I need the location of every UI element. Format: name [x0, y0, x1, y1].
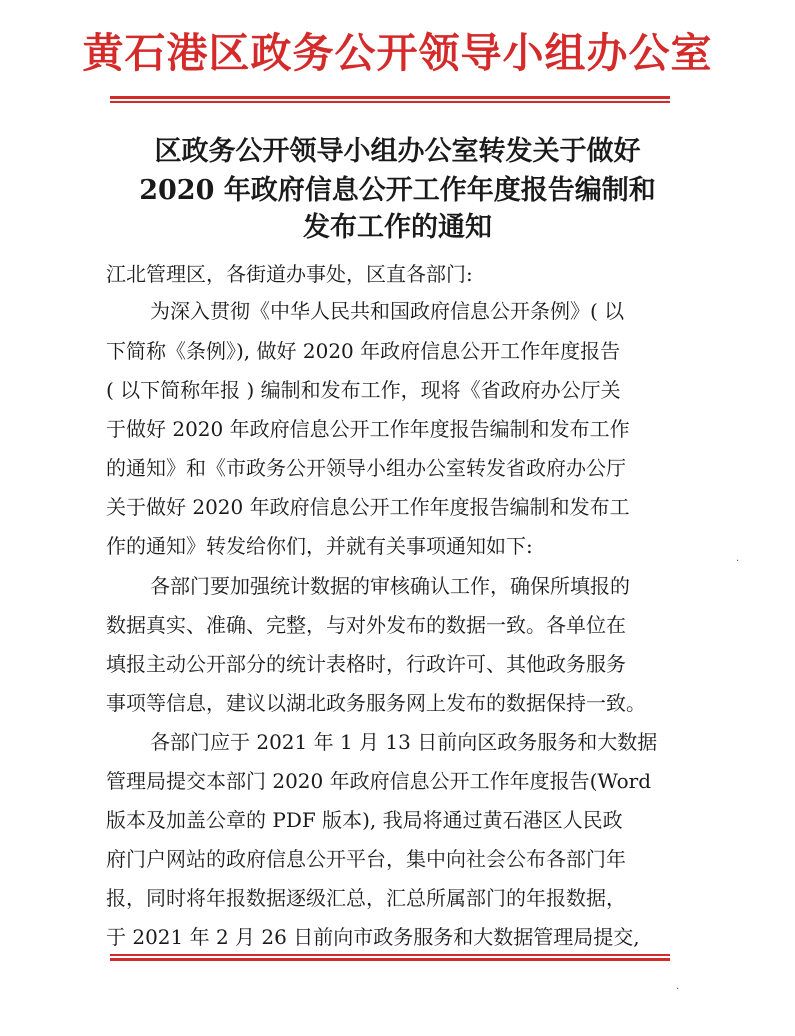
paragraph-3-line: 各部门应于 2021 年 1 月 13 日前向区政务服务和大数据 — [150, 730, 658, 754]
paragraph-1-line: 关于做好 2020 年政府信息公开工作年度报告编制和发布工 — [106, 495, 630, 519]
footer-red-rule-thin — [110, 954, 670, 956]
paragraph-1-line: 为深入贯彻《中华人民共和国政府信息公开条例》( 以 — [150, 299, 625, 323]
issuing-office-header: 黄石港区政务公开领导小组办公室 — [82, 29, 713, 77]
paragraph-3-line: 府门户网站的政府信息公开平台，集中向社会公布各部门年 — [106, 847, 626, 871]
paragraph-2-line: 各部门要加强统计数据的审核确认工作，确保所填报的 — [150, 574, 630, 598]
paragraph-1-line: 于做好 2020 年政府信息公开工作年度报告编制和发布工作 — [106, 417, 630, 441]
paragraph-1-line: 的通知》和《市政务公开领导小组办公室转发省政府办公厅 — [106, 456, 626, 480]
paragraph-2-line: 事项等信息，建议以湖北政务服务网上发布的数据保持一致。 — [106, 691, 646, 715]
paragraph-1-line: ( 以下简称年报 ) 编制和发布工作，现将《省政府办公厅关 — [106, 378, 621, 402]
document-title-line-2: 2020 年政府信息公开工作年度报告编制和 — [139, 175, 656, 206]
header-red-rule-thin — [110, 101, 670, 103]
paragraph-3-line: 报，同时将年报数据逐级汇总，汇总所属部门的年报数据， — [106, 886, 626, 910]
document-title-line-3: 发布工作的通知 — [303, 212, 492, 243]
scan-speck: · — [676, 984, 680, 995]
paragraph-3-line: 版本及加盖公章的 PDF 版本), 我局将通过黄石港区人民政 — [106, 808, 623, 832]
footer-red-rule-thick — [110, 958, 670, 961]
salutation: 江北管理区，各街道办事处，区直各部门: — [106, 262, 473, 286]
paragraph-2-line: 数据真实、准确、完整，与对外发布的数据一致。各单位在 — [106, 613, 626, 637]
document-title-line-1: 区政务公开领导小组办公室转发关于做好 — [154, 136, 641, 167]
paragraph-1-line: 下简称《条例》), 做好 2020 年政府信息公开工作年度报告 — [106, 339, 621, 363]
paragraph-1-line: 作的通知》转发给你们，并就有关事项通知如下: — [106, 534, 533, 558]
header-red-rule-thick — [110, 96, 670, 99]
paragraph-2-line: 填报主动公开部分的统计表格时，行政许可、其他政务服务 — [106, 652, 626, 676]
scan-speck: · — [736, 556, 740, 567]
paragraph-3-line: 于 2021 年 2 月 26 日前向市政务服务和大数据管理局提交, — [106, 925, 640, 949]
paragraph-3-line: 管理局提交本部门 2020 年政府信息公开工作年度报告(Word — [106, 769, 652, 793]
